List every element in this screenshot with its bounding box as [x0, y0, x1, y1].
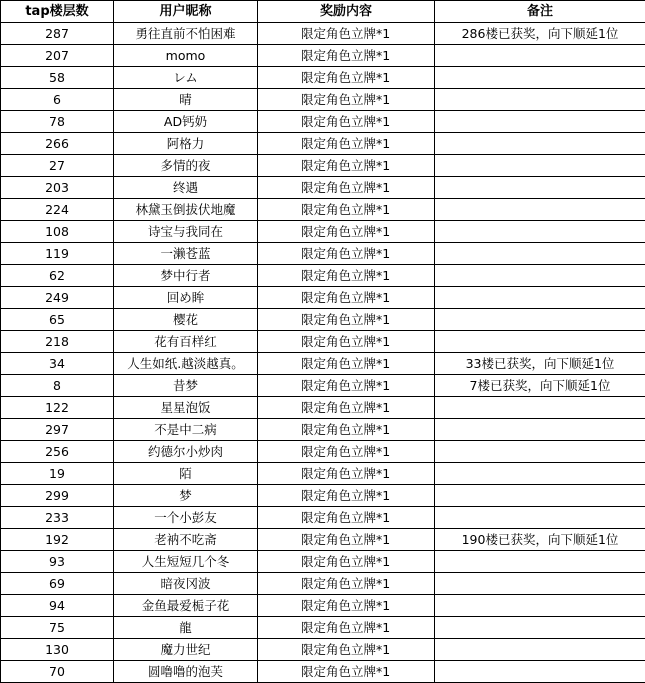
note-cell: [435, 111, 645, 133]
note-cell: [435, 463, 645, 485]
nickname-cell: 陌: [114, 463, 258, 485]
nickname-cell: AD钙奶: [114, 111, 258, 133]
nickname-cell: 终遇: [114, 177, 258, 199]
note-cell: 190楼已获奖，向下顺延1位: [435, 529, 645, 551]
table-row: [1, 23, 645, 45]
note-cell: [435, 287, 645, 309]
nickname-cell: 昔梦: [114, 375, 258, 397]
nickname-cell: 梦中行者: [114, 265, 258, 287]
reward-cell: 限定角色立牌*1: [258, 353, 435, 375]
note-cell: [435, 551, 645, 573]
nickname-cell: 花有百样红: [114, 331, 258, 353]
floor-cell: 192: [1, 529, 114, 551]
reward-cell: 限定角色立牌*1: [258, 551, 435, 573]
table-row: [1, 331, 645, 353]
floor-cell: 297: [1, 419, 114, 441]
header-note: 备注: [435, 1, 645, 23]
floor-cell: 70: [1, 661, 114, 683]
nickname-cell: 暗夜冈波: [114, 573, 258, 595]
floor-cell: 19: [1, 463, 114, 485]
note-cell: [435, 243, 645, 265]
table-row: [1, 529, 645, 551]
reward-cell: 限定角色立牌*1: [258, 133, 435, 155]
table-row: [1, 133, 645, 155]
table-body: [1, 23, 645, 683]
header-reward: 奖励内容: [258, 1, 435, 23]
nickname-cell: 诗宝与我同在: [114, 221, 258, 243]
header-row: [1, 1, 645, 23]
reward-cell: 限定角色立牌*1: [258, 463, 435, 485]
table-row: [1, 155, 645, 177]
reward-cell: 限定角色立牌*1: [258, 529, 435, 551]
reward-cell: 限定角色立牌*1: [258, 243, 435, 265]
nickname-cell: 林黛玉倒拔伏地魔: [114, 199, 258, 221]
note-cell: [435, 309, 645, 331]
floor-cell: 78: [1, 111, 114, 133]
note-cell: 33楼已获奖，向下顺延1位: [435, 353, 645, 375]
floor-cell: 299: [1, 485, 114, 507]
table-row: [1, 375, 645, 397]
reward-cell: 限定角色立牌*1: [258, 617, 435, 639]
table-row: [1, 463, 645, 485]
note-cell: [435, 199, 645, 221]
note-cell: [435, 639, 645, 661]
reward-cell: 限定角色立牌*1: [258, 177, 435, 199]
reward-cell: 限定角色立牌*1: [258, 67, 435, 89]
nickname-cell: 金鱼最爱栀子花: [114, 595, 258, 617]
nickname-cell: 一濑苍蓝: [114, 243, 258, 265]
nickname-cell: 晴: [114, 89, 258, 111]
table-row: [1, 89, 645, 111]
note-cell: [435, 507, 645, 529]
floor-cell: 8: [1, 375, 114, 397]
header-floor: tap楼层数: [1, 1, 114, 23]
table-row: [1, 177, 645, 199]
table-row: [1, 485, 645, 507]
nickname-cell: momo: [114, 45, 258, 67]
floor-cell: 218: [1, 331, 114, 353]
table-row: [1, 45, 645, 67]
reward-cell: 限定角色立牌*1: [258, 661, 435, 683]
note-cell: 286楼已获奖，向下顺延1位: [435, 23, 645, 45]
note-cell: [435, 485, 645, 507]
note-cell: [435, 573, 645, 595]
floor-cell: 266: [1, 133, 114, 155]
floor-cell: 207: [1, 45, 114, 67]
table-row: [1, 265, 645, 287]
nickname-cell: レム: [114, 67, 258, 89]
note-cell: [435, 155, 645, 177]
reward-cell: 限定角色立牌*1: [258, 89, 435, 111]
reward-cell: 限定角色立牌*1: [258, 419, 435, 441]
floor-cell: 130: [1, 639, 114, 661]
table-row: [1, 243, 645, 265]
table-row: [1, 221, 645, 243]
nickname-cell: 回め眸: [114, 287, 258, 309]
note-cell: [435, 67, 645, 89]
nickname-cell: 不是中二病: [114, 419, 258, 441]
reward-cell: 限定角色立牌*1: [258, 309, 435, 331]
nickname-cell: 人生短短几个冬: [114, 551, 258, 573]
floor-cell: 6: [1, 89, 114, 111]
reward-cell: 限定角色立牌*1: [258, 485, 435, 507]
reward-cell: 限定角色立牌*1: [258, 639, 435, 661]
reward-cell: 限定角色立牌*1: [258, 155, 435, 177]
reward-cell: 限定角色立牌*1: [258, 287, 435, 309]
reward-cell: 限定角色立牌*1: [258, 199, 435, 221]
reward-cell: 限定角色立牌*1: [258, 45, 435, 67]
floor-cell: 65: [1, 309, 114, 331]
note-cell: [435, 221, 645, 243]
note-cell: 7楼已获奖，向下顺延1位: [435, 375, 645, 397]
note-cell: [435, 177, 645, 199]
floor-cell: 256: [1, 441, 114, 463]
nickname-cell: 龍: [114, 617, 258, 639]
table-row: [1, 617, 645, 639]
table-row: [1, 595, 645, 617]
table-row: [1, 661, 645, 683]
floor-cell: 94: [1, 595, 114, 617]
nickname-cell: 约德尔小炒肉: [114, 441, 258, 463]
floor-cell: 58: [1, 67, 114, 89]
note-cell: [435, 45, 645, 67]
note-cell: [435, 441, 645, 463]
note-cell: [435, 617, 645, 639]
note-cell: [435, 331, 645, 353]
header-nickname: 用户昵称: [114, 1, 258, 23]
reward-cell: 限定角色立牌*1: [258, 441, 435, 463]
table-row: [1, 67, 645, 89]
floor-cell: 27: [1, 155, 114, 177]
reward-cell: 限定角色立牌*1: [258, 221, 435, 243]
reward-cell: 限定角色立牌*1: [258, 397, 435, 419]
reward-cell: 限定角色立牌*1: [258, 375, 435, 397]
floor-cell: 224: [1, 199, 114, 221]
nickname-cell: 老衲不吃斋: [114, 529, 258, 551]
table-row: [1, 309, 645, 331]
nickname-cell: 魔力世纪: [114, 639, 258, 661]
note-cell: [435, 595, 645, 617]
nickname-cell: 多情的夜: [114, 155, 258, 177]
nickname-cell: 勇往直前不怕困难: [114, 23, 258, 45]
note-cell: [435, 661, 645, 683]
note-cell: [435, 133, 645, 155]
floor-cell: 93: [1, 551, 114, 573]
nickname-cell: 星星泡饭: [114, 397, 258, 419]
table-row: [1, 507, 645, 529]
floor-cell: 203: [1, 177, 114, 199]
floor-cell: 122: [1, 397, 114, 419]
reward-cell: 限定角色立牌*1: [258, 573, 435, 595]
note-cell: [435, 265, 645, 287]
floor-cell: 119: [1, 243, 114, 265]
nickname-cell: 梦: [114, 485, 258, 507]
reward-cell: 限定角色立牌*1: [258, 507, 435, 529]
table-row: [1, 441, 645, 463]
table-row: [1, 199, 645, 221]
table-row: [1, 353, 645, 375]
table-row: [1, 419, 645, 441]
nickname-cell: 樱花: [114, 309, 258, 331]
nickname-cell: 一个小彭友: [114, 507, 258, 529]
reward-cell: 限定角色立牌*1: [258, 595, 435, 617]
floor-cell: 233: [1, 507, 114, 529]
floor-cell: 108: [1, 221, 114, 243]
table-row: [1, 111, 645, 133]
nickname-cell: 人生如纸.越淡越真。: [114, 353, 258, 375]
table-row: [1, 287, 645, 309]
table-row: [1, 573, 645, 595]
table-row: [1, 639, 645, 661]
floor-cell: 249: [1, 287, 114, 309]
floor-cell: 75: [1, 617, 114, 639]
nickname-cell: 圆噜噜的泡芙: [114, 661, 258, 683]
reward-cell: 限定角色立牌*1: [258, 23, 435, 45]
table-row: [1, 397, 645, 419]
note-cell: [435, 89, 645, 111]
floor-cell: 34: [1, 353, 114, 375]
nickname-cell: 阿格力: [114, 133, 258, 155]
floor-cell: 69: [1, 573, 114, 595]
note-cell: [435, 419, 645, 441]
floor-cell: 287: [1, 23, 114, 45]
reward-cell: 限定角色立牌*1: [258, 331, 435, 353]
floor-cell: 62: [1, 265, 114, 287]
reward-cell: 限定角色立牌*1: [258, 111, 435, 133]
table-row: [1, 551, 645, 573]
reward-cell: 限定角色立牌*1: [258, 265, 435, 287]
note-cell: [435, 397, 645, 419]
